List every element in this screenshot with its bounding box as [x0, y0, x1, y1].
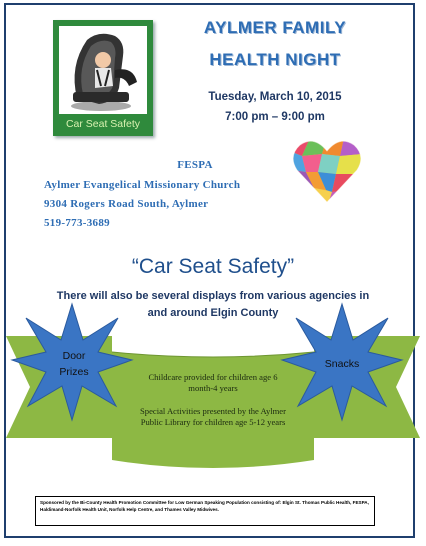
car-seat-card: [53, 20, 153, 136]
car-seat-icon: [59, 26, 147, 114]
feature-headline: “Car Seat Safety”: [131, 255, 295, 278]
childcare-text: Childcare provided for children age 6 month-4 years: [148, 372, 278, 393]
door-prizes-label: Door Prizes: [59, 350, 89, 378]
event-time: 7:00 pm – 9:00 pm: [225, 111, 325, 123]
sponsor-note: Sponsored by the Bi-County Health Promotion Committee for Low German Speaking Population consisting of: Elgin St. Thomas Public Health, FESPA, Haldimand-Norfolk Health Unit, Norfolk Help Centre, and Thames Valley Midwives.: [35, 496, 375, 526]
displays-text: There will also be several displays from various agencies in and around Elgin County: [56, 290, 370, 319]
venue-phone: 519-773-3689: [44, 217, 110, 229]
event-date: Tuesday, March 10, 2015: [208, 91, 342, 103]
venue-address: 9304 Rogers Road South, Aylmer: [44, 198, 209, 210]
photo-caption: Car Seat Safety: [65, 118, 141, 130]
mosaic-heart-icon: [292, 138, 362, 204]
activities-text: Special Activities presented by the Aylmer Public Library for children age 5-12 years: [140, 406, 286, 427]
title-line-2: HEALTH NIGHT: [209, 50, 341, 69]
snacks-label: Snacks: [324, 358, 360, 370]
venue-org: FESPA: [177, 159, 213, 171]
title-line-1: AYLMER FAMILY: [203, 18, 347, 37]
car-seat-photo: [59, 26, 147, 114]
venue-name: Aylmer Evangelical Missionary Church: [44, 179, 241, 191]
